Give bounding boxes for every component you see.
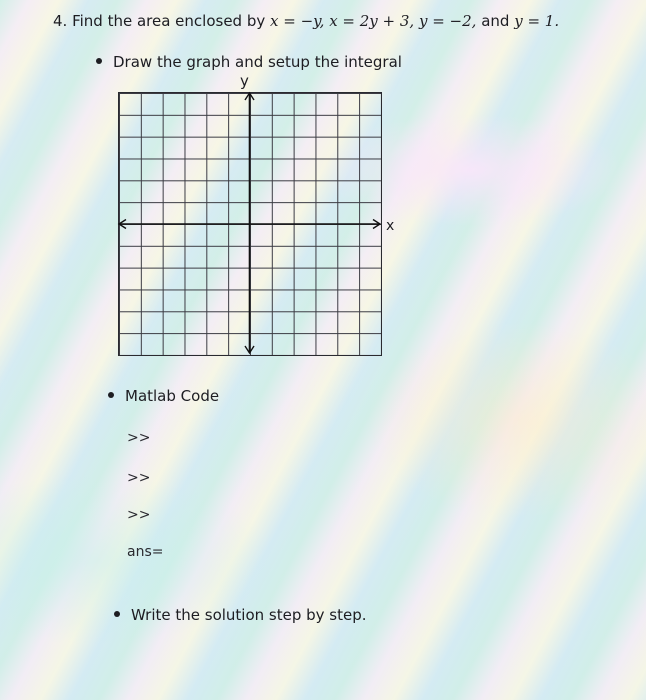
bullet-dot: [96, 58, 102, 64]
equation-3: y = −2,: [418, 12, 477, 30]
equation-1: x = −y,: [270, 12, 325, 30]
problem-statement: [53, 12, 559, 30]
graph-grid[interactable]: [118, 92, 382, 356]
bullet-dot: [108, 392, 114, 398]
bullet-matlab: [108, 387, 219, 405]
bullet-graph-text: Draw the graph and setup the integral: [113, 53, 402, 71]
matlab-prompt-2[interactable]: >>: [127, 470, 151, 486]
matlab-prompt-3[interactable]: >>: [127, 507, 151, 523]
problem-intro: 4. Find the area enclosed by: [53, 12, 271, 30]
matlab-prompt-1[interactable]: >>: [127, 430, 151, 446]
bullet-solution-text: Write the solution step by step.: [131, 606, 367, 624]
y-axis-label: y: [240, 72, 249, 90]
bullet-solution: [114, 606, 367, 624]
equation-4: y = 1.: [514, 12, 560, 30]
bullet-dot: [114, 611, 120, 617]
matlab-ans[interactable]: ans=: [127, 544, 164, 560]
x-axis-label: x: [386, 218, 395, 234]
problem-and: and: [481, 12, 515, 30]
bullet-graph: [96, 53, 402, 71]
equation-2: x = 2y + 3,: [329, 12, 415, 30]
bullet-matlab-text: Matlab Code: [125, 387, 220, 405]
